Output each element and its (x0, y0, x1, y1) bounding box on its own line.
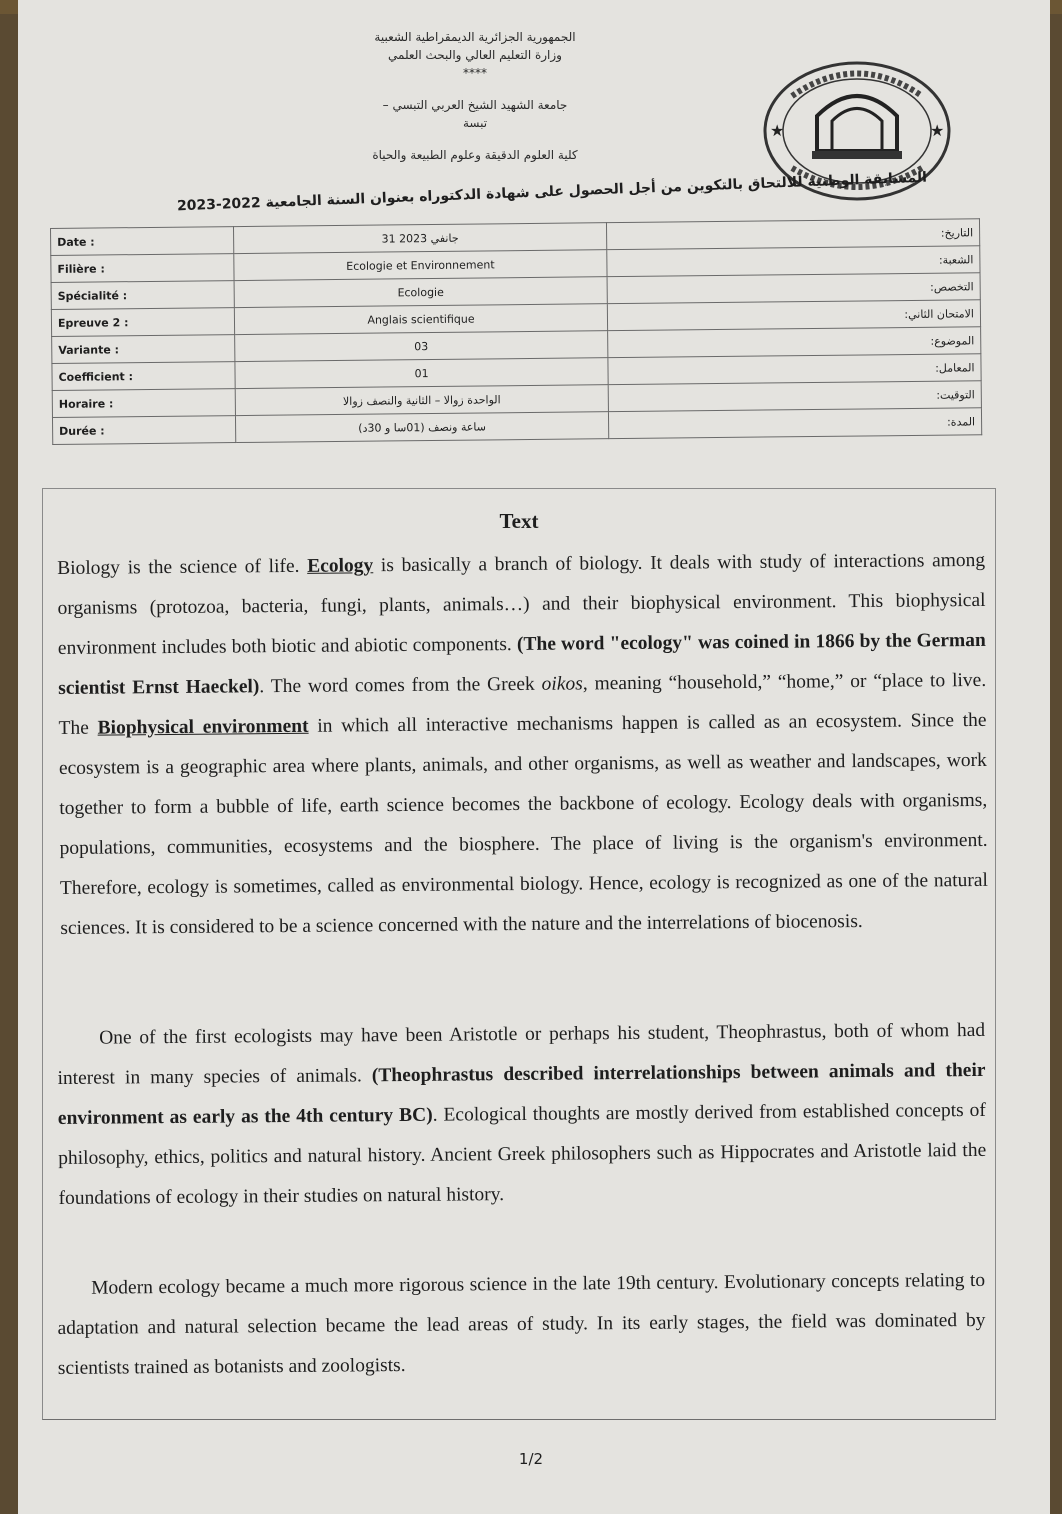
p2-sentence-2: . Ecological thoughts are mostly derived from established concepts of philosophy, ethics, politics and natural history. Ancient Greek philosophers such as Hippocrates and Aristotle laid the foundations of ecology in their studies on natural history. (58, 1099, 987, 1209)
p1-biophysical-environment: Biophysical environment (97, 715, 309, 739)
label-horaire-ar: التوقيت: (936, 387, 975, 402)
header-faculty: كلية العلوم الدقيقة وعلوم الطبيعة والحياة (372, 148, 578, 162)
header-stars: **** (463, 66, 487, 80)
value-horaire: الواحدة زوالا – الثانية والنصف زوالا (235, 385, 608, 416)
header-university: جامعة الشهيد الشيخ العربي التبسي – (382, 98, 568, 112)
label-horaire: Horaire : (52, 389, 235, 418)
p1-bold-haeckel: (The word "ecology" was coined in 1866 by the German scientist Ernst Haeckel) (58, 629, 986, 699)
header-ministry: وزارة التعليم العالي والبحث العلمي (388, 48, 562, 62)
label-coefficient-ar: المعامل: (935, 360, 975, 375)
header-arabic (310, 28, 640, 164)
svg-text:★: ★ (930, 123, 945, 140)
text-box (42, 488, 996, 1420)
label-duree: Durée : (52, 416, 235, 445)
contest-title: المسابقة الوطنية للالتحاق بالتكوين من أجل الحصول على شهادة الدكتوراه بعنوان السنة الجامعية 2022-2023 (176, 169, 928, 215)
label-filiere-ar: الشعبة: (938, 252, 974, 267)
paragraph-2 (57, 1011, 987, 1219)
p1-sentence-5: in which all interactive mechanisms happen is called as an ecosystem. Since the ecosystem is a geographic area where plants, animals, and other organisms, as well as weather and landscapes, work together to form a bubble of life, earth science becomes the backbone of ecology. Ecology deals with organisms, populations, communities, ecosystems and the biosphere. The place of living is the organism's environment. Therefore, ecology is sometimes, called as environmental biology. Hence, ecology is recognized as one of the natural sciences. It is considered to be a science concerned with the nature and the interrelations of biocenosis. (58, 709, 989, 939)
label-epreuve-ar: الامتحان الثاني: (904, 306, 975, 321)
label-variante: Variante : (52, 335, 235, 364)
p1-sentence-2: is basically a branch of biology. It deals with study of interactions among organisms (protozoa, bacteria, fungi, plants, animals…) and their biophysical environment. This biophysical environment includes both biotic and abiotic components. (57, 549, 986, 659)
p2-bold-theophrastus: (Theophrastus described interrelationships between animals and their environment as early as the 4th century BC) (57, 1059, 986, 1129)
label-date: Date : (51, 227, 234, 256)
p1-oikos: oikos (541, 673, 583, 695)
p1-ecology-term: Ecology (307, 555, 374, 577)
p1-sentence-1: Biology is the science of life. (57, 555, 308, 579)
label-coefficient: Coefficient : (52, 362, 235, 391)
p1-sentence-4: , meaning “household,” “home,” or “place to live. The (58, 669, 987, 739)
header-republic: الجمهورية الجزائرية الديمقراطية الشعبية (374, 30, 576, 44)
value-coefficient: 01 (235, 358, 608, 389)
label-date-ar: التاريخ: (940, 225, 974, 240)
label-specialite-ar: التخصص: (930, 279, 974, 294)
label-specialite: Spécialité : (51, 281, 234, 310)
svg-text:★: ★ (770, 123, 785, 140)
label-duree-ar: المدة: (946, 414, 976, 429)
value-date: 31 جانفي 2023 (233, 223, 606, 254)
paragraph-1 (57, 541, 988, 949)
value-specialite: Ecologie (234, 277, 607, 308)
value-variante: 03 (235, 331, 608, 362)
value-epreuve: Anglais scientifique (234, 304, 607, 335)
text-title: Text (499, 509, 539, 533)
value-filiere: Ecologie et Environnement (234, 250, 607, 281)
p2-sentence-1: One of the first ecologists may have been Aristotle or perhaps his student, Theophrastus, both of whom had interest in many species of animals. (57, 1019, 986, 1089)
exam-info-table (50, 218, 982, 445)
value-duree: ساعة ونصف (01سا و 30د) (235, 412, 608, 443)
label-filiere: Filière : (51, 254, 234, 283)
label-epreuve: Epreuve 2 : (51, 308, 234, 337)
paragraph-3: Modern ecology became a much more rigorous science in the late 19th century. Evolutionary concepts relating to adaptation and natural selection became the lead areas of study. In its early stages, the field was dominated by scientists trained as botanists and zoologists. (57, 1269, 986, 1379)
label-variante-ar: الموضوع: (930, 333, 975, 348)
page-number: 1/2 (518, 1450, 544, 1468)
header-city: تبسة (462, 116, 488, 130)
p1-sentence-3: . The word comes from the Greek (259, 673, 542, 698)
